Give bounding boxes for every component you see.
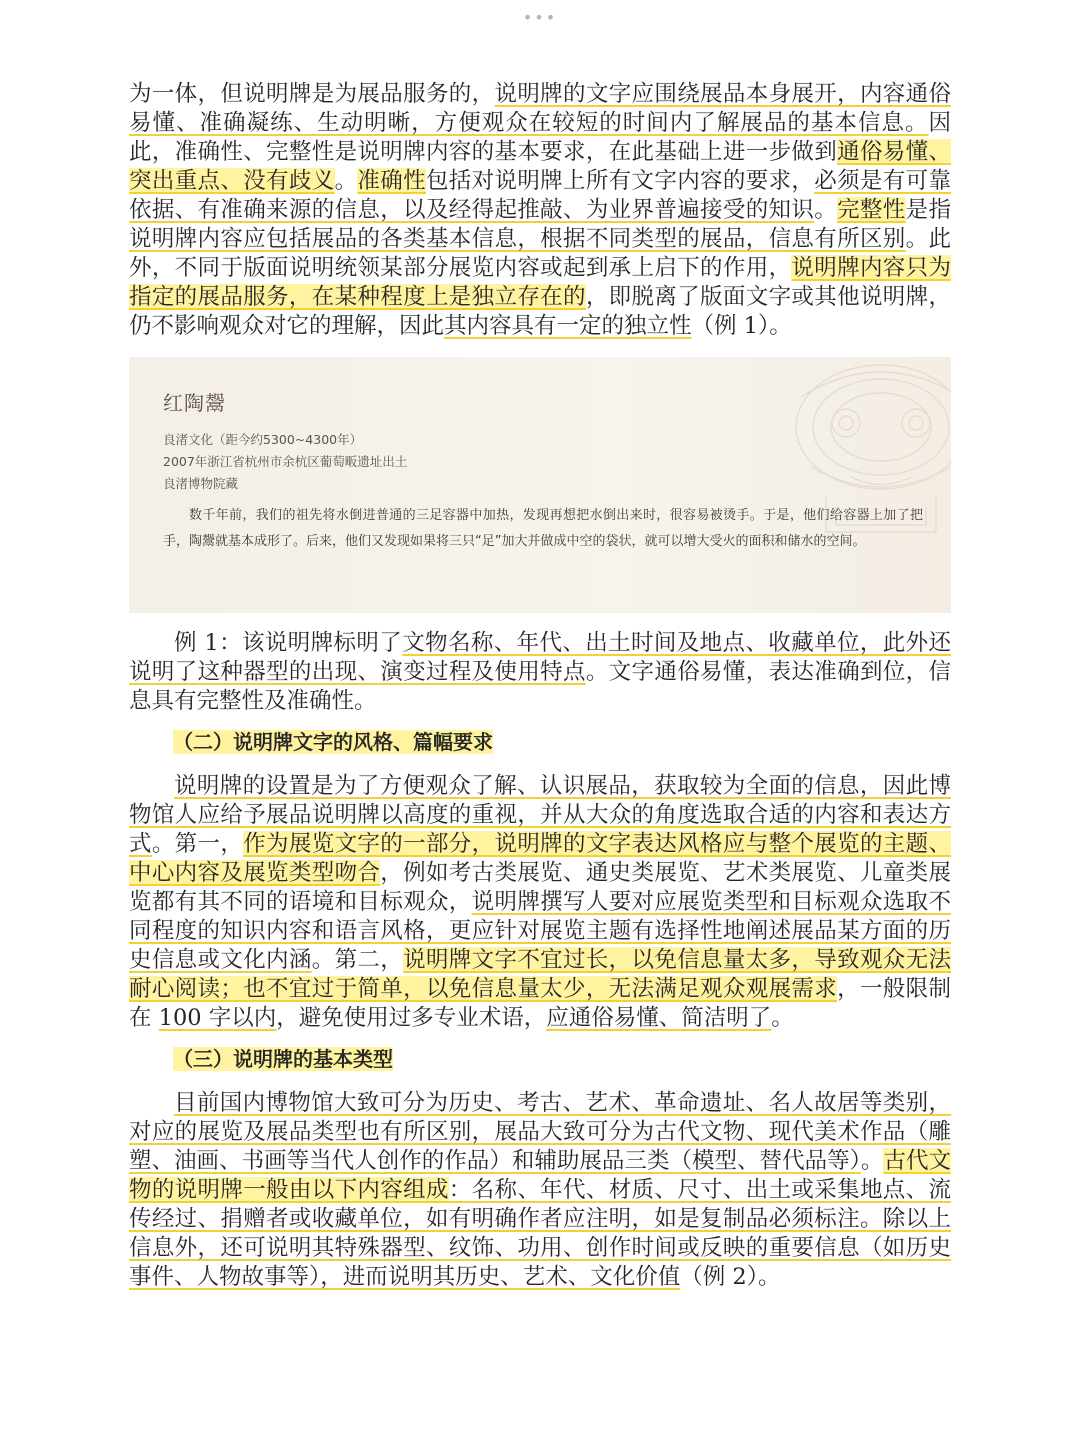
text-run: 因此，准确性、完整性是说明牌内容的基本要求，在此基础上进一步做到 <box>129 110 951 165</box>
text-run: 。 <box>334 168 358 194</box>
text-run: ，即脱离了版面文字或其他说明牌，仍不影响观众对它的理解，因此 <box>129 284 951 339</box>
text-run: 通俗易懂、突出重点、没有歧义 <box>129 139 951 194</box>
text-run: 完整性 <box>837 197 906 223</box>
text-run: 包括对说明牌上所有文字内容的要求， <box>425 168 815 194</box>
text-run: 说明牌内容应包括展品的各类基本信息，根据不同类型的展品，信息有所区别 <box>129 226 906 252</box>
text-run: 。 <box>771 1005 794 1031</box>
text-run: 说明牌文字不宜过长，以免信息量太多，导致观众无法耐心阅读；也不宜过于简单，以免信息量太少，无法满足观众观展需求 <box>129 947 951 1002</box>
text-run: 。第二， <box>311 947 404 973</box>
text-run: 说明牌的文字应围绕展品本身展开，内容通俗易懂、准确凝练、生动明晰，方便观众在较短的时间内了解展品的基本信息。 <box>129 81 951 136</box>
text-run: 作为展览文字的一部分，说明牌的文字表达风格应与整个展览的主题、中心内容及展览类型吻合 <box>129 831 951 886</box>
text-run: 。 <box>860 1148 884 1174</box>
text-run: ，例如考古类展览、通史类展览、艺术类展览、儿童类展览都有其不同的语境和目标观众， <box>129 860 951 915</box>
exhibit-label-image <box>129 357 951 613</box>
document-page <box>129 80 951 1292</box>
text-run: 。文字通俗易懂，表达准确到位，信息具有完整性及准确性。 <box>129 659 951 714</box>
text-run: （例 1）。 <box>691 313 792 339</box>
text-run: 100 字以内 <box>158 1005 277 1031</box>
text-run: 。此外，不同于版面说明统领某部分展览内容或起到承上启下的作用， <box>129 226 951 281</box>
paragraph-basic-types <box>129 1089 951 1292</box>
text-run: 是指 <box>905 197 951 223</box>
exhibit-culture: 良渚文化（距今约5300~4300年） <box>163 432 363 447</box>
heading-text: （二）说明牌文字的风格、篇幅要求 <box>173 730 493 754</box>
text-run: 说明牌的设置是为了方便观众了解、认识展品，获取较为全面的信息，因此博物馆人应给予展品说明牌以高度的重视，并从大众的角度选取合适的内容和表达方式 <box>129 773 951 857</box>
exhibit-collection: 良渚博物院藏 <box>163 476 239 491</box>
text-run: ，此外还说明了这种器型的出现、演变过程及使用特点 <box>129 630 951 685</box>
heading-text: （三）说明牌的基本类型 <box>173 1047 393 1071</box>
text-run: 古代文物的说明牌一般由以下内容组成 <box>129 1148 951 1203</box>
text-run: 说明牌内容只为指定的展品服务，在某种程度上是独立存在的 <box>129 255 951 310</box>
text-run: 。第一， <box>151 831 244 857</box>
text-run: 。除以上信息外，还可说明其特殊器型、纹饰、功用、创作时间或反映的重要信息（如历史事件、人物故事等），进而说明其历史、艺术、文化价值 <box>129 1206 951 1290</box>
text-run: ，一般限制在 <box>129 976 951 1031</box>
paragraph-example-1 <box>129 629 951 716</box>
exhibit-excavation: 2007年浙江省杭州市余杭区葡萄畈遗址出土 <box>163 454 408 469</box>
section-heading-basic-types <box>129 1045 951 1073</box>
exhibit-description: 数千年前，我们的祖先将水倒进普通的三足容器中加热，发现再想把水倒出来时，很容易被烫手。于是，他们给容器上加了把手，陶鬶就基本成形了。后来，他们又发现如果将三只“足”加大并做成中空的袋状，就可以增大受火的面积和储水的空间。 <box>163 508 923 549</box>
text-run: 说明牌撰写人要对应展览类型和目标观众选取不同程度的知识内容和语言风格，更应针对展览主题有选择性地阐述展品某方面的历史信息或文化内涵 <box>129 889 951 973</box>
text-run: ，避免使用过多专业术语， <box>276 1005 547 1031</box>
exhibit-metadata <box>163 429 407 495</box>
text-run: （例 2）。 <box>680 1264 781 1290</box>
text-run: 应通俗易懂、简洁明了 <box>546 1005 772 1031</box>
text-run: 必须是有可靠依据、有准确来源的信息，以及经得起推敲、为业界普遍接受的知识 <box>129 168 951 223</box>
text-run: 。 <box>814 197 838 223</box>
pattern-decoration-icon <box>651 357 951 613</box>
section-heading-style-length <box>129 728 951 756</box>
text-run: 为一体，但说明牌是为展品服务的， <box>129 81 495 107</box>
text-run: 文物名称、年代、出土时间及地点、收藏单位 <box>402 630 860 656</box>
text-run: 例 1：该说明牌标明了 <box>174 630 403 656</box>
page-dots-indicator[interactable]: ••• <box>522 8 558 27</box>
paragraph-style-length <box>129 772 951 1033</box>
text-run: ：名称、年代、材质、尺寸、出土或采集地点、流传经过、捐赠者或收藏单位，如有明确作者应注明，如是复制品必须标注 <box>129 1177 951 1232</box>
text-run: 准确性 <box>357 168 426 194</box>
text-run: 其内容具有一定的独立性 <box>444 313 692 339</box>
exhibit-title: 红陶鬶 <box>163 391 226 415</box>
text-run: 目前国内博物馆大致可分为历史、考古、艺术、革命遗址、名人故居等类别，对应的展览及展品类型也有所区别，展品大致可分为古代文物、现代美术作品（雕塑、油画、书画等当代人创作的作品）和辅助展品三类（模型、替代品等） <box>129 1090 951 1174</box>
paragraph-accuracy-completeness <box>129 80 951 341</box>
